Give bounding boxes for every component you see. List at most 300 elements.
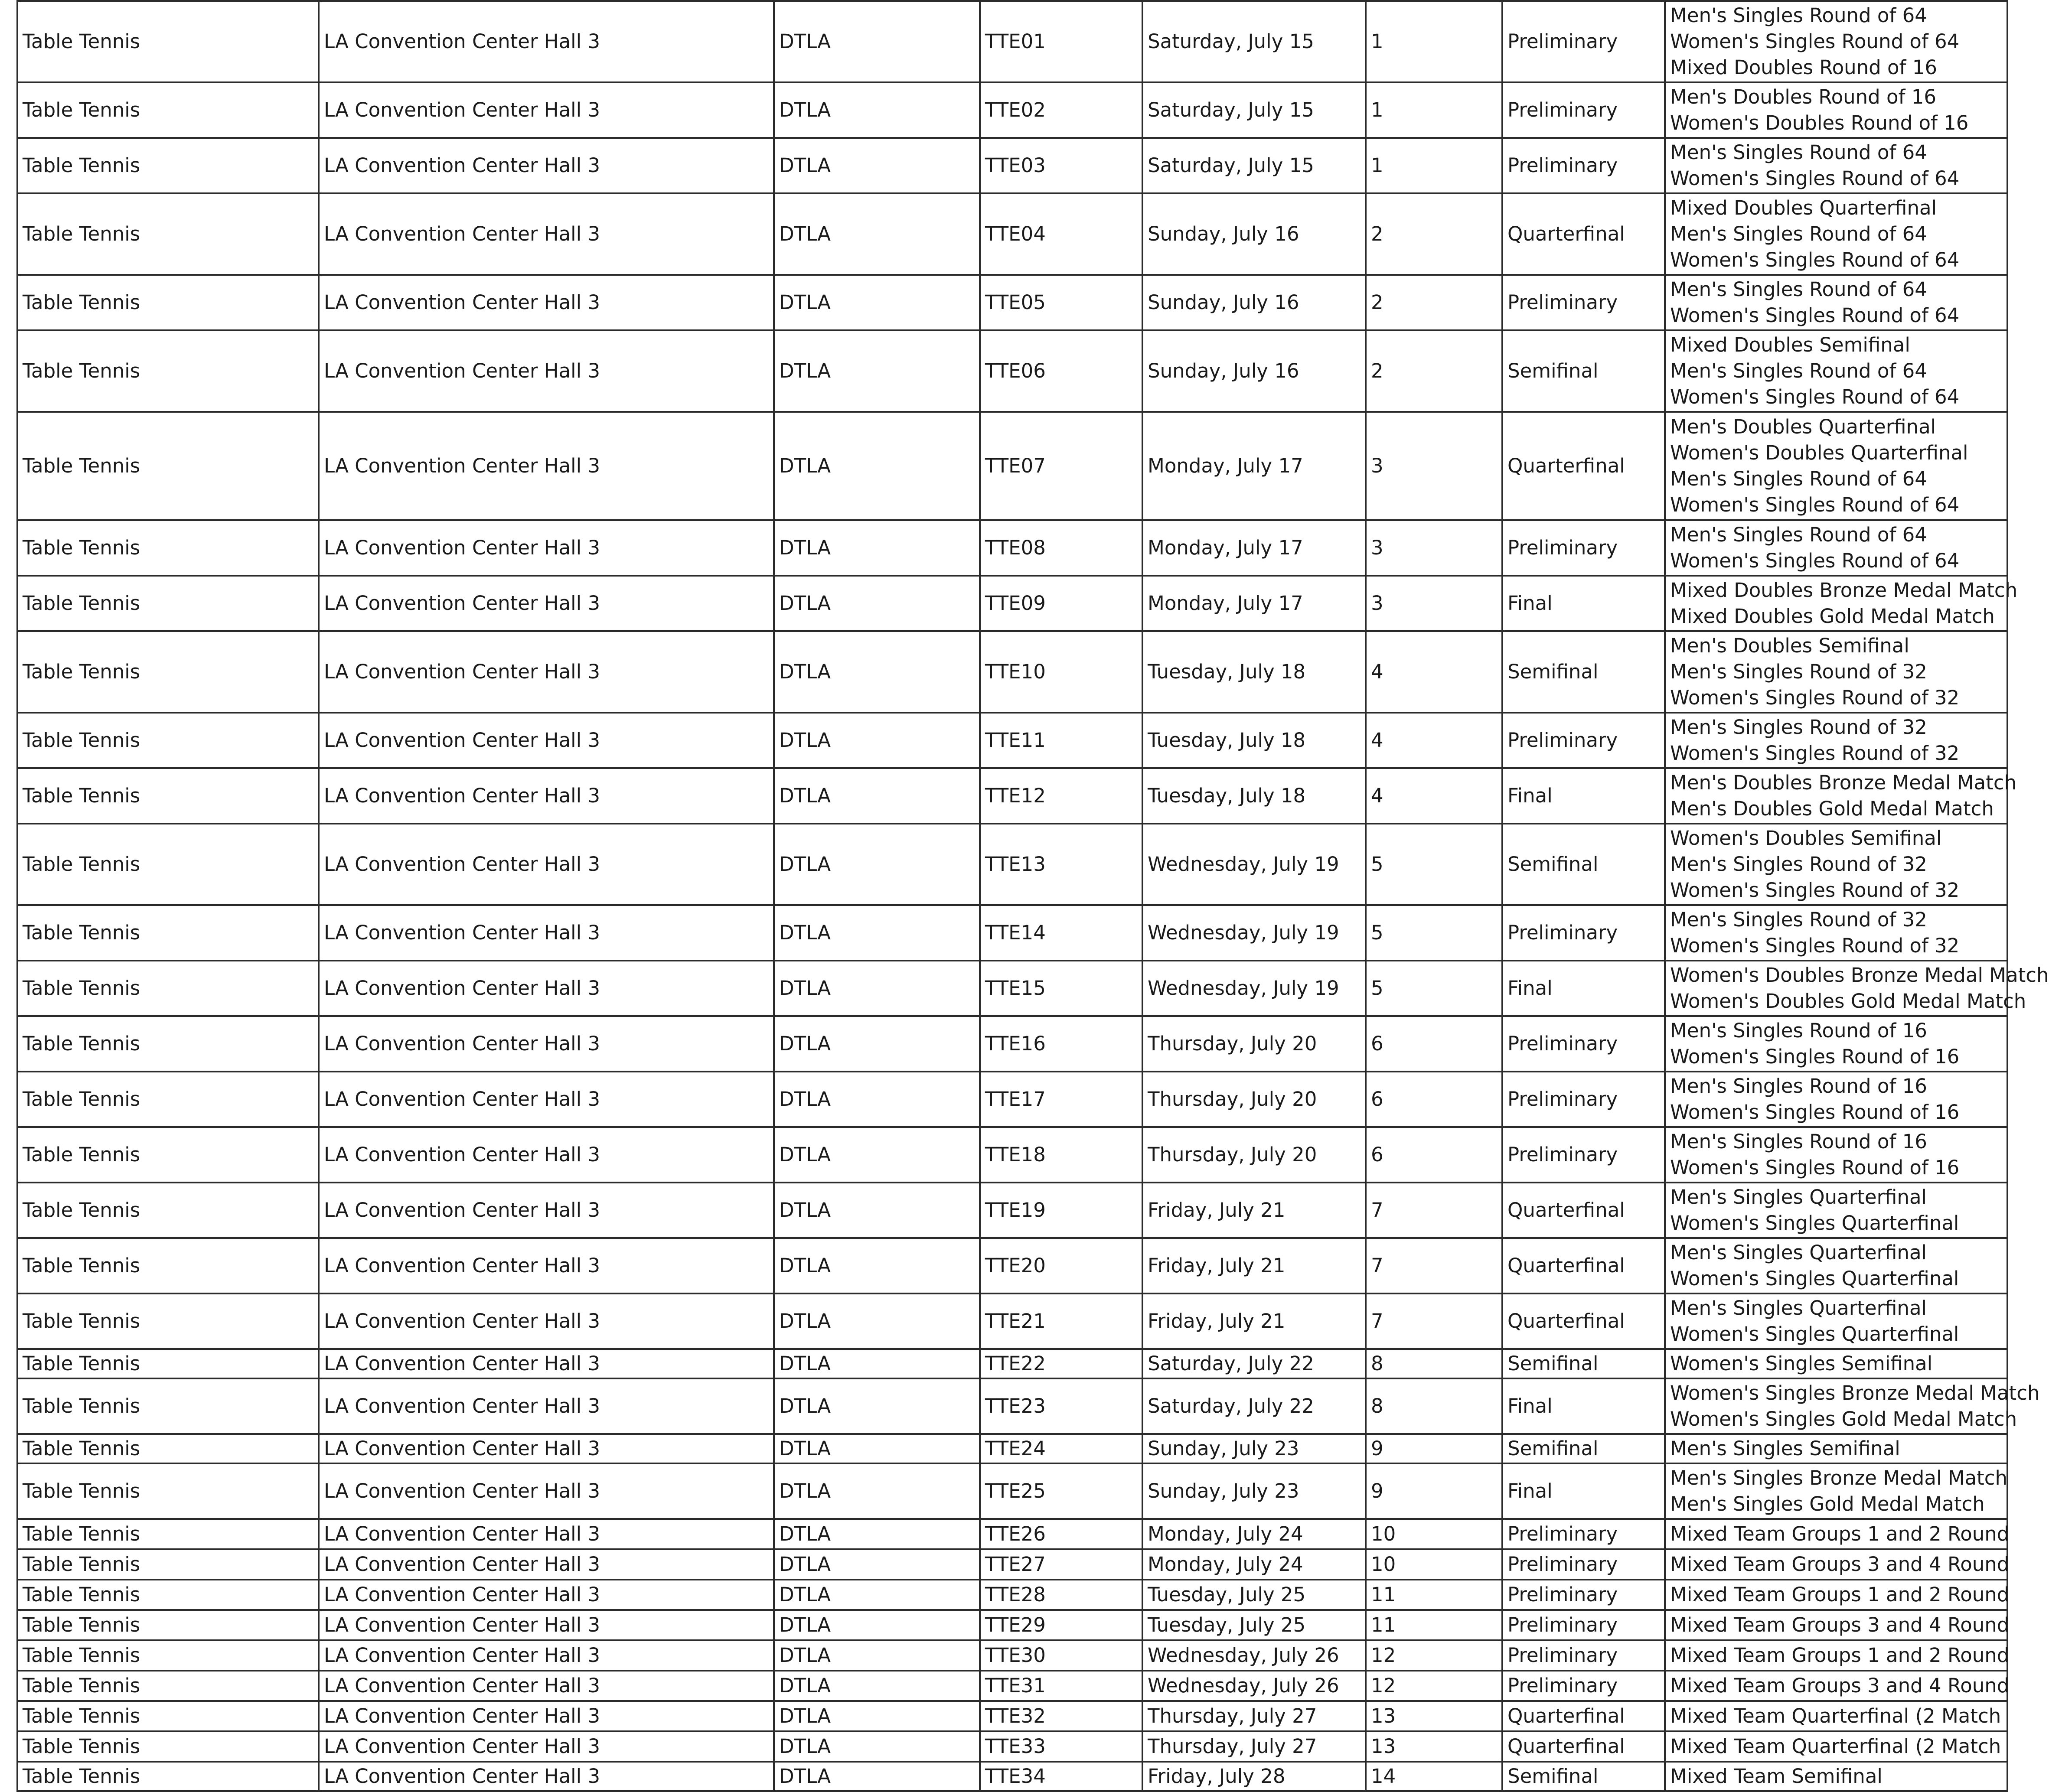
events-cell (1665, 1701, 2007, 1731)
sport-cell: Table Tennis (17, 82, 319, 138)
phase-cell: Preliminary (1502, 520, 1665, 576)
sport-cell: Table Tennis (17, 1731, 319, 1762)
event-line: Men's Doubles Bronze Medal Match (1670, 771, 2017, 794)
date-cell: Saturday, July 15 (1142, 138, 1366, 193)
table-row (17, 193, 2007, 275)
competition-day-cell: 1 (1366, 1, 1502, 82)
sport-cell: Table Tennis (17, 330, 319, 412)
events-cell (1665, 713, 2007, 768)
event-line: Women's Doubles Quarterfinal (1670, 441, 1968, 464)
date-cell: Wednesday, July 19 (1142, 824, 1366, 905)
competition-day-cell: 13 (1366, 1731, 1502, 1762)
sport-cell: Table Tennis (17, 1127, 319, 1183)
competition-day-cell: 2 (1366, 193, 1502, 275)
session-code-cell: TTE10 (980, 631, 1142, 713)
competition-day-cell: 10 (1366, 1519, 1502, 1549)
zone-cell: DTLA (774, 520, 980, 576)
event-line: Men's Singles Round of 32 (1670, 716, 1927, 739)
table-row (17, 1127, 2007, 1183)
event-line: Women's Singles Round of 64 (1670, 248, 1960, 271)
zone-cell: DTLA (774, 1183, 980, 1238)
zone-cell: DTLA (774, 1731, 980, 1762)
zone-cell: DTLA (774, 576, 980, 631)
table-row (17, 520, 2007, 576)
table-row (17, 1293, 2007, 1349)
date-cell: Wednesday, July 19 (1142, 905, 1366, 961)
schedule-rows (17, 1, 2049, 1791)
events-cell (1665, 1549, 2010, 1580)
phase-cell: Preliminary (1502, 713, 1665, 768)
sport-cell: Table Tennis (17, 713, 319, 768)
table-row (17, 138, 2007, 193)
session-code-cell: TTE12 (980, 768, 1142, 824)
event-line: Men's Singles Round of 64 (1670, 278, 1927, 301)
venue-cell: LA Convention Center Hall 3 (319, 1378, 774, 1434)
zone-cell: DTLA (774, 1519, 980, 1549)
phase-cell: Preliminary (1502, 1580, 1665, 1610)
competition-day-cell: 13 (1366, 1701, 1502, 1731)
venue-cell: LA Convention Center Hall 3 (319, 1731, 774, 1762)
event-line: Women's Singles Round of 64 (1670, 493, 1960, 516)
zone-cell: DTLA (774, 138, 980, 193)
session-code-cell: TTE11 (980, 713, 1142, 768)
competition-day-cell: 7 (1366, 1238, 1502, 1293)
event-line: Women's Singles Round of 64 (1670, 30, 1960, 53)
session-code-cell: TTE22 (980, 1349, 1142, 1378)
venue-cell: LA Convention Center Hall 3 (319, 576, 774, 631)
sport-cell: Table Tennis (17, 1293, 319, 1349)
date-cell: Friday, July 21 (1142, 1238, 1366, 1293)
table-row (17, 1016, 2007, 1072)
competition-day-cell: 2 (1366, 330, 1502, 412)
session-code-cell: TTE24 (980, 1434, 1142, 1463)
sport-cell: Table Tennis (17, 1580, 319, 1610)
table-row (17, 1238, 2007, 1293)
competition-day-cell: 9 (1366, 1463, 1502, 1519)
phase-cell: Preliminary (1502, 1072, 1665, 1127)
zone-cell: DTLA (774, 768, 980, 824)
date-cell: Tuesday, July 25 (1142, 1580, 1366, 1610)
date-cell: Monday, July 17 (1142, 520, 1366, 576)
zone-cell: DTLA (774, 275, 980, 330)
date-cell: Tuesday, July 25 (1142, 1610, 1366, 1640)
venue-cell: LA Convention Center Hall 3 (319, 330, 774, 412)
table-row (17, 961, 2007, 1016)
competition-day-cell: 12 (1366, 1640, 1502, 1671)
venue-cell: LA Convention Center Hall 3 (319, 82, 774, 138)
events-cell (1665, 82, 2007, 138)
events-cell (1665, 1293, 2007, 1349)
events-cell (1665, 1762, 2007, 1791)
sport-cell: Table Tennis (17, 1610, 319, 1640)
sport-cell: Table Tennis (17, 412, 319, 520)
date-cell: Friday, July 21 (1142, 1183, 1366, 1238)
events-cell (1665, 1016, 2007, 1072)
session-code-cell: TTE19 (980, 1183, 1142, 1238)
sport-cell: Table Tennis (17, 1378, 319, 1434)
competition-day-cell: 11 (1366, 1610, 1502, 1640)
date-cell: Monday, July 17 (1142, 412, 1366, 520)
session-code-cell: TTE25 (980, 1463, 1142, 1519)
table-row (17, 824, 2007, 905)
events-cell (1665, 824, 2007, 905)
venue-cell: LA Convention Center Hall 3 (319, 1434, 774, 1463)
venue-cell: LA Convention Center Hall 3 (319, 1580, 774, 1610)
phase-cell: Quarterfinal (1502, 1701, 1665, 1731)
session-code-cell: TTE20 (980, 1238, 1142, 1293)
event-line: Women's Singles Round of 16 (1670, 1156, 1960, 1179)
event-line: Women's Singles Round of 64 (1670, 549, 1960, 572)
table-row (17, 1349, 2007, 1378)
event-line: Men's Singles Semifinal (1670, 1437, 1900, 1460)
venue-cell: LA Convention Center Hall 3 (319, 138, 774, 193)
sport-cell: Table Tennis (17, 1238, 319, 1293)
events-cell (1665, 631, 2007, 713)
phase-cell: Quarterfinal (1502, 1183, 1665, 1238)
sport-cell: Table Tennis (17, 1519, 319, 1549)
sport-cell: Table Tennis (17, 1640, 319, 1671)
events-cell (1665, 1072, 2007, 1127)
event-line: Mixed Team Groups 3 and 4 Round (1670, 1613, 2010, 1636)
competition-day-cell: 6 (1366, 1072, 1502, 1127)
event-line: Mixed Doubles Quarterfinal (1670, 196, 1937, 219)
venue-cell: LA Convention Center Hall 3 (319, 520, 774, 576)
event-line: Men's Doubles Round of 16 (1670, 85, 1936, 108)
phase-cell: Semifinal (1502, 1762, 1665, 1791)
schedule-table (16, 0, 2049, 1792)
venue-cell: LA Convention Center Hall 3 (319, 1762, 774, 1791)
event-line: Mixed Doubles Gold Medal Match (1670, 605, 1995, 628)
competition-day-cell: 8 (1366, 1349, 1502, 1378)
events-cell (1665, 275, 2007, 330)
sport-cell: Table Tennis (17, 631, 319, 713)
date-cell: Sunday, July 16 (1142, 275, 1366, 330)
venue-cell: LA Convention Center Hall 3 (319, 1640, 774, 1671)
competition-day-cell: 6 (1366, 1016, 1502, 1072)
sport-cell: Table Tennis (17, 1016, 319, 1072)
sport-cell: Table Tennis (17, 1671, 319, 1701)
date-cell: Saturday, July 22 (1142, 1378, 1366, 1434)
date-cell: Tuesday, July 18 (1142, 713, 1366, 768)
competition-day-cell: 14 (1366, 1762, 1502, 1791)
venue-cell: LA Convention Center Hall 3 (319, 824, 774, 905)
zone-cell: DTLA (774, 1762, 980, 1791)
events-cell (1665, 961, 2049, 1016)
events-cell (1665, 520, 2007, 576)
events-cell (1665, 1183, 2007, 1238)
zone-cell: DTLA (774, 1378, 980, 1434)
event-line: Men's Singles Quarterfinal (1670, 1297, 1927, 1320)
session-code-cell: TTE07 (980, 412, 1142, 520)
session-code-cell: TTE31 (980, 1671, 1142, 1701)
competition-day-cell: 3 (1366, 576, 1502, 631)
events-cell (1665, 1640, 2010, 1671)
table-row (17, 768, 2007, 824)
table-row (17, 1183, 2007, 1238)
event-line: Men's Singles Quarterfinal (1670, 1186, 1927, 1209)
zone-cell: DTLA (774, 1580, 980, 1610)
event-line: Women's Singles Quarterfinal (1670, 1323, 1959, 1346)
venue-cell: LA Convention Center Hall 3 (319, 1519, 774, 1549)
events-cell (1665, 1519, 2010, 1549)
date-cell: Saturday, July 15 (1142, 82, 1366, 138)
venue-cell: LA Convention Center Hall 3 (319, 1549, 774, 1580)
event-line: Women's Singles Round of 64 (1670, 167, 1960, 190)
session-code-cell: TTE08 (980, 520, 1142, 576)
event-line: Mixed Doubles Round of 16 (1670, 56, 1937, 79)
sport-cell: Table Tennis (17, 576, 319, 631)
events-cell (1665, 1238, 2007, 1293)
venue-cell: LA Convention Center Hall 3 (319, 1463, 774, 1519)
zone-cell: DTLA (774, 905, 980, 961)
zone-cell: DTLA (774, 1127, 980, 1183)
phase-cell: Final (1502, 961, 1665, 1016)
date-cell: Monday, July 24 (1142, 1519, 1366, 1549)
session-code-cell: TTE17 (980, 1072, 1142, 1127)
venue-cell: LA Convention Center Hall 3 (319, 961, 774, 1016)
date-cell: Friday, July 21 (1142, 1293, 1366, 1349)
phase-cell: Preliminary (1502, 1519, 1665, 1549)
session-code-cell: TTE13 (980, 824, 1142, 905)
event-line: Mixed Team Groups 1 and 2 Round (1670, 1644, 2010, 1667)
event-line: Women's Doubles Semifinal (1670, 827, 1942, 850)
phase-cell: Semifinal (1502, 824, 1665, 905)
event-line: Men's Singles Quarterfinal (1670, 1241, 1927, 1264)
event-line: Men's Singles Round of 64 (1670, 467, 1927, 490)
zone-cell: DTLA (774, 193, 980, 275)
table-row (17, 1549, 2007, 1580)
competition-day-cell: 5 (1366, 961, 1502, 1016)
events-cell (1665, 1378, 2040, 1434)
date-cell: Sunday, July 23 (1142, 1434, 1366, 1463)
phase-cell: Preliminary (1502, 1, 1665, 82)
session-code-cell: TTE03 (980, 138, 1142, 193)
zone-cell: DTLA (774, 824, 980, 905)
phase-cell: Final (1502, 768, 1665, 824)
sport-cell: Table Tennis (17, 961, 319, 1016)
event-line: Women's Singles Quarterfinal (1670, 1267, 1959, 1290)
table-row (17, 1434, 2007, 1463)
sport-cell: Table Tennis (17, 138, 319, 193)
phase-cell: Final (1502, 1378, 1665, 1434)
phase-cell: Semifinal (1502, 1349, 1665, 1378)
event-line: Men's Singles Round of 32 (1670, 660, 1927, 683)
date-cell: Wednesday, July 26 (1142, 1671, 1366, 1701)
venue-cell: LA Convention Center Hall 3 (319, 1127, 774, 1183)
zone-cell: DTLA (774, 713, 980, 768)
event-line: Men's Doubles Quarterfinal (1670, 415, 1936, 438)
date-cell: Sunday, July 16 (1142, 193, 1366, 275)
session-code-cell: TTE14 (980, 905, 1142, 961)
events-cell (1665, 1463, 2007, 1519)
event-line: Men's Singles Round of 64 (1670, 141, 1927, 164)
phase-cell: Preliminary (1502, 1671, 1665, 1701)
sport-cell: Table Tennis (17, 193, 319, 275)
zone-cell: DTLA (774, 1238, 980, 1293)
date-cell: Thursday, July 20 (1142, 1016, 1366, 1072)
venue-cell: LA Convention Center Hall 3 (319, 1701, 774, 1731)
events-cell (1665, 330, 2007, 412)
events-cell (1665, 138, 2007, 193)
phase-cell: Final (1502, 576, 1665, 631)
phase-cell: Semifinal (1502, 330, 1665, 412)
zone-cell: DTLA (774, 1640, 980, 1671)
competition-day-cell: 4 (1366, 768, 1502, 824)
zone-cell: DTLA (774, 82, 980, 138)
table-row (17, 1640, 2007, 1671)
date-cell: Sunday, July 16 (1142, 330, 1366, 412)
zone-cell: DTLA (774, 412, 980, 520)
venue-cell: LA Convention Center Hall 3 (319, 1183, 774, 1238)
sport-cell: Table Tennis (17, 1762, 319, 1791)
zone-cell: DTLA (774, 1549, 980, 1580)
competition-day-cell: 2 (1366, 275, 1502, 330)
event-line: Men's Singles Round of 16 (1670, 1019, 1927, 1042)
table-row (17, 1671, 2007, 1701)
zone-cell: DTLA (774, 1701, 980, 1731)
table-row (17, 1378, 2007, 1434)
session-code-cell: TTE29 (980, 1610, 1142, 1640)
events-cell (1665, 576, 2018, 631)
date-cell: Sunday, July 23 (1142, 1463, 1366, 1519)
session-code-cell: TTE15 (980, 961, 1142, 1016)
venue-cell: LA Convention Center Hall 3 (319, 1238, 774, 1293)
session-code-cell: TTE18 (980, 1127, 1142, 1183)
events-cell (1665, 1580, 2010, 1610)
table-row (17, 1, 2007, 82)
events-cell (1665, 1610, 2010, 1640)
zone-cell: DTLA (774, 961, 980, 1016)
event-line: Women's Singles Bronze Medal Match (1670, 1381, 2040, 1404)
zone-cell: DTLA (774, 1349, 980, 1378)
competition-day-cell: 4 (1366, 631, 1502, 713)
phase-cell: Quarterfinal (1502, 1238, 1665, 1293)
table-row (17, 713, 2007, 768)
event-line: Women's Singles Semifinal (1670, 1352, 1933, 1375)
venue-cell: LA Convention Center Hall 3 (319, 1016, 774, 1072)
phase-cell: Preliminary (1502, 1549, 1665, 1580)
date-cell: Thursday, July 27 (1142, 1731, 1366, 1762)
table-row (17, 1731, 2007, 1762)
session-code-cell: TTE04 (980, 193, 1142, 275)
event-line: Women's Singles Gold Medal Match (1670, 1408, 2017, 1430)
table-row (17, 905, 2007, 961)
table-row (17, 1610, 2007, 1640)
sport-cell: Table Tennis (17, 1, 319, 82)
date-cell: Tuesday, July 18 (1142, 768, 1366, 824)
venue-cell: LA Convention Center Hall 3 (319, 412, 774, 520)
event-line: Women's Singles Round of 32 (1670, 686, 1960, 709)
date-cell: Wednesday, July 26 (1142, 1640, 1366, 1671)
event-line: Mixed Team Quarterfinal (2 Match (1670, 1704, 2001, 1727)
events-cell (1665, 1349, 2007, 1378)
zone-cell: DTLA (774, 1293, 980, 1349)
event-line: Men's Singles Round of 32 (1670, 853, 1927, 876)
session-code-cell: TTE32 (980, 1701, 1142, 1731)
event-line: Mixed Team Semifinal (1670, 1765, 1883, 1788)
sport-cell: Table Tennis (17, 1072, 319, 1127)
event-line: Men's Singles Round of 64 (1670, 4, 1927, 27)
sport-cell: Table Tennis (17, 1183, 319, 1238)
event-line: Mixed Team Groups 3 and 4 Round (1670, 1674, 2010, 1697)
phase-cell: Quarterfinal (1502, 1731, 1665, 1762)
phase-cell: Preliminary (1502, 138, 1665, 193)
competition-day-cell: 6 (1366, 1127, 1502, 1183)
phase-cell: Preliminary (1502, 1127, 1665, 1183)
event-line: Men's Singles Round of 16 (1670, 1075, 1927, 1098)
event-line: Women's Doubles Round of 16 (1670, 111, 1969, 134)
table-row (17, 1701, 2007, 1731)
venue-cell: LA Convention Center Hall 3 (319, 768, 774, 824)
competition-day-cell: 5 (1366, 824, 1502, 905)
table-row (17, 412, 2007, 520)
session-code-cell: TTE01 (980, 1, 1142, 82)
sport-cell: Table Tennis (17, 275, 319, 330)
phase-cell: Final (1502, 1463, 1665, 1519)
event-line: Men's Singles Round of 16 (1670, 1130, 1927, 1153)
date-cell: Wednesday, July 19 (1142, 961, 1366, 1016)
date-cell: Saturday, July 15 (1142, 1, 1366, 82)
event-line: Men's Singles Gold Medal Match (1670, 1492, 1985, 1515)
session-code-cell: TTE05 (980, 275, 1142, 330)
event-line: Mixed Doubles Bronze Medal Match (1670, 579, 2018, 602)
sport-cell: Table Tennis (17, 824, 319, 905)
phase-cell: Preliminary (1502, 1610, 1665, 1640)
competition-day-cell: 7 (1366, 1293, 1502, 1349)
events-cell (1665, 193, 2007, 275)
competition-day-cell: 1 (1366, 138, 1502, 193)
date-cell: Thursday, July 20 (1142, 1072, 1366, 1127)
venue-cell: LA Convention Center Hall 3 (319, 1610, 774, 1640)
phase-cell: Preliminary (1502, 275, 1665, 330)
zone-cell: DTLA (774, 1072, 980, 1127)
table-row (17, 275, 2007, 330)
event-line: Women's Singles Round of 64 (1670, 304, 1960, 327)
event-line: Women's Singles Round of 64 (1670, 385, 1960, 408)
sport-cell: Table Tennis (17, 768, 319, 824)
event-line: Men's Singles Round of 64 (1670, 523, 1927, 546)
session-code-cell: TTE09 (980, 576, 1142, 631)
event-line: Mixed Team Quarterfinal (2 Match (1670, 1735, 2001, 1758)
session-code-cell: TTE33 (980, 1731, 1142, 1762)
venue-cell: LA Convention Center Hall 3 (319, 1349, 774, 1378)
events-cell (1665, 1671, 2010, 1701)
event-line: Men's Singles Bronze Medal Match (1670, 1466, 2008, 1489)
session-code-cell: TTE28 (980, 1580, 1142, 1610)
competition-day-cell: 4 (1366, 713, 1502, 768)
table-row (17, 330, 2007, 412)
competition-day-cell: 1 (1366, 82, 1502, 138)
table-row (17, 576, 2007, 631)
events-cell (1665, 768, 2017, 824)
venue-cell: LA Convention Center Hall 3 (319, 905, 774, 961)
competition-day-cell: 10 (1366, 1549, 1502, 1580)
zone-cell: DTLA (774, 1671, 980, 1701)
event-line: Men's Singles Round of 32 (1670, 908, 1927, 931)
date-cell: Saturday, July 22 (1142, 1349, 1366, 1378)
event-line: Men's Singles Round of 64 (1670, 222, 1927, 245)
competition-day-cell: 12 (1366, 1671, 1502, 1701)
session-code-cell: TTE16 (980, 1016, 1142, 1072)
event-line: Women's Doubles Gold Medal Match (1670, 990, 2026, 1013)
zone-cell: DTLA (774, 1, 980, 82)
event-line: Mixed Doubles Semifinal (1670, 333, 1910, 356)
competition-day-cell: 9 (1366, 1434, 1502, 1463)
venue-cell: LA Convention Center Hall 3 (319, 193, 774, 275)
zone-cell: DTLA (774, 1463, 980, 1519)
zone-cell: DTLA (774, 631, 980, 713)
competition-day-cell: 7 (1366, 1183, 1502, 1238)
